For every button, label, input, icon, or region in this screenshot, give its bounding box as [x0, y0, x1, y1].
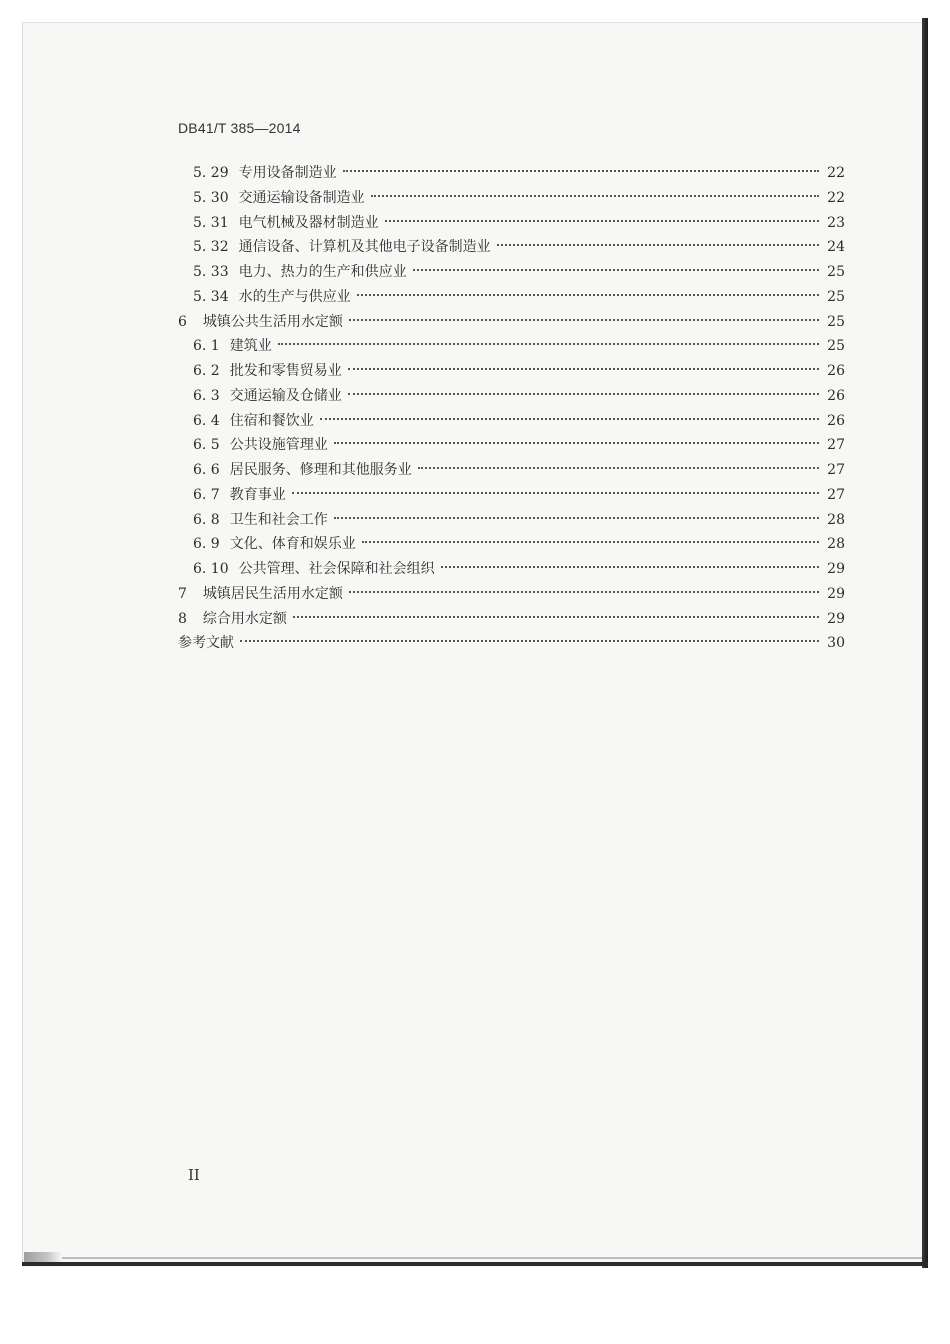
toc-entry-title: 卫生和社会工作: [229, 511, 328, 528]
toc-entry-number: 6. 5: [193, 437, 220, 454]
toc-entry[interactable]: [193, 509, 845, 531]
toc-entry-title: 专用设备制造业: [238, 165, 337, 181]
toc-entry-title: 批发和零售贸易业: [229, 363, 342, 379]
scan-bottom-smudge: [24, 1252, 62, 1262]
page-number: II: [188, 1166, 200, 1184]
toc-entry-title: 住宿和餐饮业: [229, 412, 314, 429]
toc-entry-number: 5. 31: [193, 214, 229, 231]
toc-entry[interactable]: [193, 162, 845, 184]
toc-dot-leader: [348, 393, 819, 395]
toc-entry-title: 公共设施管理业: [229, 437, 328, 454]
toc-entry-page: 26: [827, 363, 845, 379]
toc-entry-page: 22: [827, 189, 845, 206]
toc-entry-number: 5. 34: [193, 288, 229, 305]
scan-bottom-edge: [22, 1262, 928, 1266]
toc-entry[interactable]: [193, 187, 845, 209]
toc-entry[interactable]: [193, 484, 845, 506]
toc-dot-leader: [497, 244, 819, 246]
toc-dot-leader: [371, 195, 819, 197]
toc-entry-title: 居民服务、修理和其他服务业: [229, 462, 412, 478]
toc-entry-page: 23: [827, 214, 845, 231]
toc-entry[interactable]: [193, 459, 845, 481]
toc-entry[interactable]: [193, 286, 845, 308]
toc-dot-leader: [349, 591, 819, 593]
toc-entry-page: 27: [827, 437, 845, 454]
toc-entry[interactable]: [193, 335, 845, 357]
toc-entry-title: 文化、体育和娱乐业: [229, 536, 356, 553]
toc-entry-page: 25: [827, 288, 845, 305]
toc-entry-page: 30: [827, 635, 845, 652]
toc-entry-number: 6. 3: [193, 387, 220, 404]
scan-right-edge: [922, 18, 928, 1268]
toc-entry[interactable]: [193, 261, 845, 283]
toc-entry-page: 24: [827, 239, 845, 256]
toc-entry-page: 28: [827, 511, 845, 528]
toc-entry[interactable]: [178, 632, 845, 654]
toc-entry-page: 29: [827, 561, 845, 577]
toc-entry[interactable]: [193, 533, 845, 555]
toc-entry-number: 6: [178, 313, 187, 330]
toc-entry-number: 6. 7: [193, 486, 220, 503]
toc-dot-leader: [441, 566, 819, 568]
toc-entry-page: 29: [827, 610, 845, 627]
scan-bottom-line: [62, 1257, 922, 1259]
toc-entry-number: 6. 10: [193, 561, 229, 577]
toc-entry[interactable]: [193, 558, 845, 580]
toc-entry[interactable]: [178, 583, 845, 605]
toc-dot-leader: [348, 368, 819, 370]
toc-entry-page: 28: [827, 536, 845, 553]
toc-entry[interactable]: [193, 236, 845, 258]
toc-entry-title: 教育事业: [229, 486, 286, 503]
toc-dot-leader: [362, 541, 819, 543]
toc-dot-leader: [343, 170, 819, 172]
toc-entry-number: 6. 9: [193, 536, 220, 553]
toc-entry-page: 25: [827, 338, 845, 355]
toc-dot-leader: [334, 517, 819, 519]
toc-dot-leader: [385, 220, 819, 222]
toc-entry-page: 22: [827, 165, 845, 181]
toc-dot-leader: [334, 442, 819, 444]
toc-entry-number: 8: [178, 610, 187, 627]
toc-entry-page: 27: [827, 486, 845, 503]
toc-entry[interactable]: [193, 360, 845, 382]
toc-dot-leader: [320, 418, 819, 420]
toc-entry-page: 27: [827, 462, 845, 478]
toc-entry-number: 6. 2: [193, 363, 220, 379]
toc-entry-title: 建筑业: [229, 338, 272, 355]
toc-dot-leader: [418, 467, 819, 469]
toc-entry-title: 公共管理、社会保障和社会组织: [238, 561, 435, 577]
toc-dot-leader: [357, 294, 819, 296]
toc-entry-page: 26: [827, 387, 845, 404]
toc-entry-title: 城镇公共生活用水定额: [202, 313, 343, 330]
toc-entry-title: 城镇居民生活用水定额: [202, 585, 343, 602]
toc-entry-page: 26: [827, 412, 845, 429]
toc-entry-page: 25: [827, 264, 845, 280]
toc-dot-leader: [349, 319, 819, 321]
toc-entry-number: 5. 33: [193, 264, 229, 280]
toc-entry-page: 29: [827, 585, 845, 602]
toc-entry-title: 电力、热力的生产和供应业: [238, 264, 407, 280]
toc-entry-number: 6. 1: [193, 338, 220, 355]
toc-entry[interactable]: [193, 385, 845, 407]
toc-entry[interactable]: [193, 434, 845, 456]
toc-entry-number: 5. 32: [193, 239, 229, 256]
toc-entry-title: 水的生产与供应业: [238, 288, 351, 305]
toc-entry-title: 参考文献: [178, 635, 234, 652]
toc-entry-title: 电气机械及器材制造业: [238, 214, 379, 231]
toc-entry-title: 交通运输设备制造业: [238, 189, 365, 206]
toc-entry-page: 25: [827, 313, 845, 330]
toc-dot-leader: [413, 269, 819, 271]
toc-entry[interactable]: [178, 608, 845, 630]
toc-entry[interactable]: [193, 410, 845, 432]
document-code: DB41/T 385—2014: [178, 120, 301, 136]
toc-entry-title: 交通运输及仓储业: [229, 387, 342, 404]
toc-entry-title: 通信设备、计算机及其他电子设备制造业: [238, 239, 491, 256]
toc-dot-leader: [278, 343, 819, 345]
toc-entry-number: 7: [178, 585, 187, 602]
toc-dot-leader: [240, 640, 819, 642]
toc-entry-number: 6. 4: [193, 412, 220, 429]
toc-entry-number: 5. 29: [193, 165, 229, 181]
toc-entry[interactable]: [178, 311, 845, 333]
toc-dot-leader: [293, 616, 819, 618]
toc-entry[interactable]: [193, 212, 845, 234]
toc-entry-number: 6. 6: [193, 462, 220, 478]
toc-entry-number: 6. 8: [193, 511, 220, 528]
toc-entry-number: 5. 30: [193, 189, 229, 206]
toc-entry-title: 综合用水定额: [202, 610, 287, 627]
toc-dot-leader: [292, 492, 819, 494]
